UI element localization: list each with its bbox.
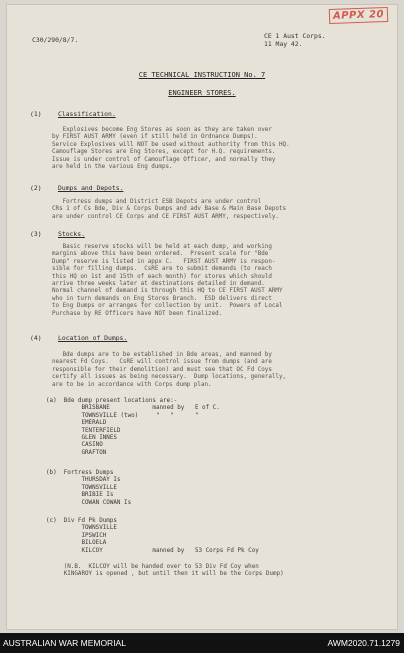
- section-body-1: Explosives become Eng Stores as soon as they are taken over by FIRST AUST ARMY (even if still held in Ordnance Dumps). Service Explosives will NOT be used without authority from this HQ. Camouflage Stores are Eng Stores, except for H.Q. requirements. Issue is under control of Camouflage Officer, and normally they are held in the various Eng dumps.: [52, 127, 290, 171]
- section-title: Classification.: [58, 110, 116, 118]
- kilcoy-note: (N.B. KILCOY will be handed over to 53 Div Fd Coy when KINGAROY is opened , but until then it will be the Corps Dump): [63, 564, 284, 578]
- footer-bar: [0, 633, 404, 653]
- section-body-3: Basic reserve stocks will be held at each dump, and working margins above this have been ordered. Present scale for "Bde Dump" reserve is listed in appx C. FIRST AUST ARMY is respon- sible for filling dumps. CsRE are to submit demands (to reach this HQ on 1st and 15th of each month) for stores which should arrive three weeks later at destinations detailed in demand. Normal channel of demand is through this HQ to CE FIRST AUST ARMY who in turn demands on Eng Stores Branch. ESD delivers direct to Eng Dumps or arranges for collection by unit. Powers of Local Purchase by RE Officers have NOT been finalized.: [52, 244, 283, 317]
- section-heading-2: [30, 184, 123, 192]
- section-title: Dumps and Depots.: [58, 184, 124, 192]
- document-title: CE TECHNICAL INSTRUCTION No. 7: [138, 71, 266, 79]
- section-title: Location of Dumps.: [58, 334, 128, 342]
- document-page: [6, 4, 398, 630]
- issuer: CE 1 Aust Corps.: [264, 32, 326, 40]
- document-subtitle: ENGINEER STORES.: [168, 89, 236, 97]
- appendix-annotation: APPX 20: [329, 7, 389, 24]
- section-title: Stocks.: [58, 230, 85, 238]
- footer-accession-number: AWM2020.71.1279: [327, 638, 400, 648]
- file-reference: C30/290/8/7.: [32, 36, 79, 44]
- section-number: (2): [30, 184, 42, 192]
- issue-date: 11 May 42.: [264, 40, 303, 48]
- footer-institution: AUSTRALIAN WAR MEMORIAL: [3, 638, 126, 648]
- section-heading-4: [30, 334, 127, 342]
- section-body-2: Fortress dumps and District ESB Depots are under control CRs 1 of Cs Bde, Div & Corps Dumps and adv Base & Main Base Depots are under control CE Corps and CE FIRST AUST ARMY, respectively.: [52, 199, 287, 220]
- issuer-block: [264, 32, 326, 48]
- section-heading-1: [30, 110, 116, 118]
- bde-dump-list: (a) Bde dump present locations are:- BRISBANE manned by E of C. TOWNSVILLE (two) " " " EMERALD TENTERFIELD GLEN INNES CASINO GRAFTON: [46, 398, 220, 456]
- section-number: (4): [30, 334, 42, 342]
- section-body-4: Bde dumps are to be established in Bde areas, and manned by nearest Fd Coys. CsRE will control issue from dumps (and are responsible for their demolition) and must see that OC Fd Coys certify all issues as being necessary. Dump locations, generally, are to be in accordance with Corps dump plan.: [52, 352, 287, 388]
- section-heading-3: [30, 230, 85, 238]
- div-fd-pk-dump-list: (c) Div Fd Pk Dumps TOWNSVILLE IPSWICH BILOELA KILCOY manned by 53 Corps Fd Pk Coy: [46, 518, 259, 554]
- fortress-dump-list: (b) Fortress Dumps THURSDAY Is TOWNSVILLE BRIBIE Is COWAN COWAN Is: [46, 470, 132, 506]
- section-number: (3): [30, 230, 42, 238]
- section-number: (1): [30, 110, 42, 118]
